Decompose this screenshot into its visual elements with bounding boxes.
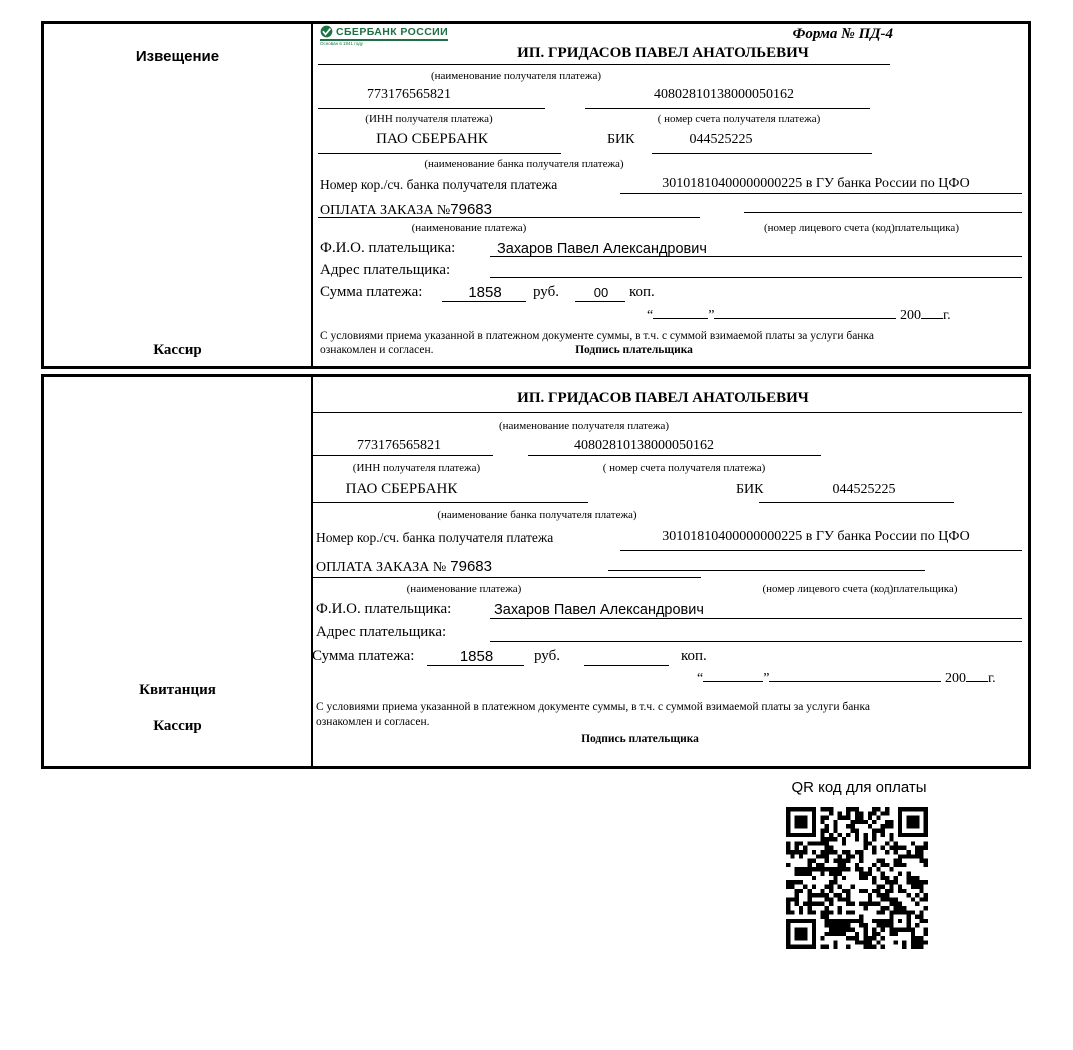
fill-line [608,570,925,571]
payer-address-label: Адрес плательщика: [316,624,447,640]
corr-account-value: 30101810400000000225 в ГУ банка России по ЦФО [662,176,970,191]
sberbank-logo-tagline: Основан в 1841 году [320,41,364,46]
fill-line [769,668,941,682]
signature-label: Подпись плательщика [575,344,693,356]
bank-name: ПАО СБЕРБАНК [345,481,458,497]
recipient-name: ИП. ГРИДАСОВ ПАВЕЛ АНАТОЛЬЕВИЧ [517,45,809,61]
recipient-name: ИП. ГРИДАСОВ ПАВЕЛ АНАТОЛЬЕВИЧ [517,390,809,406]
recipient-caption: (наименование получателя платежа) [498,420,670,432]
fill-line [584,665,669,666]
fill-line [528,455,821,456]
fill-line [744,212,1022,213]
payer-fio-label: Ф.И.О. плательщика: [316,601,452,617]
kop-label: коп. [629,284,655,300]
amount-kop-value: 00 [593,285,609,300]
fill-line [311,455,493,456]
payer-code-caption: (номер лицевого счета (код)плательщика) [764,222,959,234]
agreement-text-line1: С условиями приема указанной в платежном документе суммы, в т.ч. с суммой взимаемой платы за услуги банка [316,701,870,713]
corr-account-value: 30101810400000000225 в ГУ банка России по ЦФО [662,529,970,544]
section-divider [311,377,313,766]
sum-label: Сумма платежа: [320,284,423,300]
receipt-cashier-label: Кассир [153,718,202,734]
bik-value: 044525225 [689,132,753,147]
year-suffix: г. [987,671,996,686]
account-value: 40802810138000050162 [654,87,794,102]
signature-label: Подпись плательщика [581,733,699,745]
section-divider [311,24,313,366]
open-quote: “ [647,308,654,323]
payment-purpose [316,558,492,576]
fill-line [921,305,943,319]
qr-caption: QR код для оплаты [791,779,927,796]
open-quote: “ [697,671,704,686]
payer-code-caption: (номер лицевого счета (код)плательщика) [762,583,958,595]
close-quote: ” [763,671,770,686]
bank-caption: (наименование банка получателя платежа) [424,158,624,170]
order-number: 79683 [450,558,492,575]
fill-line [318,217,700,218]
fill-line [620,193,1022,194]
corr-account-label: Номер кор./сч. банка получателя платежа [320,177,558,192]
fill-line [652,153,872,154]
order-label: ОПЛАТА ЗАКАЗА № [316,560,447,575]
date-line [647,305,951,324]
fill-line [966,668,988,682]
fill-line [318,64,890,65]
inn-caption: (ИНН получателя платежа) [352,462,481,474]
amount-rub-value: 1858 [468,284,502,301]
fill-line [759,502,954,503]
bik-label: БИК [736,482,764,497]
order-label: ОПЛАТА ЗАКАЗА № [320,203,451,218]
fill-line [490,618,1022,619]
agreement-text-line2: ознакомлен и согласен. [316,716,430,728]
fill-line [490,641,1022,642]
fill-line [585,108,870,109]
corr-account-label: Номер кор./сч. банка получателя платежа [316,530,554,545]
account-value: 40802810138000050162 [574,438,714,453]
kop-label: коп. [681,648,707,664]
bik-value: 044525225 [832,482,896,497]
fill-line [442,301,526,302]
inn-caption: (ИНН получателя платежа) [365,113,493,125]
fill-line [575,301,625,302]
close-quote: ” [708,308,715,323]
qr-code [786,807,928,949]
account-caption: ( номер счета получателя платежа) [602,462,766,474]
year-prefix: 200 [899,308,921,323]
order-number: 79683 [450,201,492,218]
fill-line [311,412,1022,413]
inn-value: 773176565821 [367,87,451,102]
fill-line [620,550,1022,551]
recipient-caption: (наименование получателя платежа) [430,70,602,82]
sum-label: Сумма платежа: [312,648,415,664]
receipt-side-title: Квитанция [139,682,216,698]
fill-line [318,153,561,154]
bank-name: ПАО СБЕРБАНК [376,131,488,147]
payment-caption: (наименование платежа) [411,222,527,234]
fill-line [311,502,588,503]
fill-line [490,277,1022,278]
payment-caption: (наименование платежа) [406,583,522,595]
payer-fio-label: Ф.И.О. плательщика: [320,240,456,256]
fill-line [427,665,524,666]
fill-line [714,305,896,319]
payer-address-label: Адрес плательщика: [320,262,451,278]
sberbank-logo-text: СБЕРБАНК РОССИИ [336,25,449,38]
form-number: Форма № ПД-4 [792,26,893,42]
inn-value: 773176565821 [357,438,441,453]
notice-section [41,21,1031,369]
payer-fio-value: Захаров Павел Александрович [494,602,704,618]
fill-line [703,668,763,682]
fill-line [653,305,708,319]
payer-fio-value: Захаров Павел Александрович [497,241,707,257]
sberbank-logo-icon [320,25,333,38]
rub-label: руб. [534,648,560,664]
fill-line [318,108,545,109]
fill-line [311,577,701,578]
year-suffix: г. [942,308,951,323]
rub-label: руб. [533,284,559,300]
agreement-text-line1: С условиями приема указанной в платежном документе суммы, в т.ч. с суммой взимаемой платы за услуги банка [320,330,874,342]
sberbank-logo [320,25,448,46]
amount-rub-value: 1858 [459,648,494,665]
bank-caption: (наименование банка получателя платежа) [437,509,637,521]
account-caption: ( номер счета получателя платежа) [657,113,821,125]
date-line [697,668,996,687]
receipt-section [41,374,1031,769]
fill-line [490,256,1022,257]
notice-cashier-label: Кассир [153,342,202,358]
agreement-text-line2: ознакомлен и согласен. [320,344,434,356]
bik-label: БИК [607,132,635,147]
year-prefix: 200 [944,671,966,686]
notice-side-title: Извещение [135,48,220,65]
